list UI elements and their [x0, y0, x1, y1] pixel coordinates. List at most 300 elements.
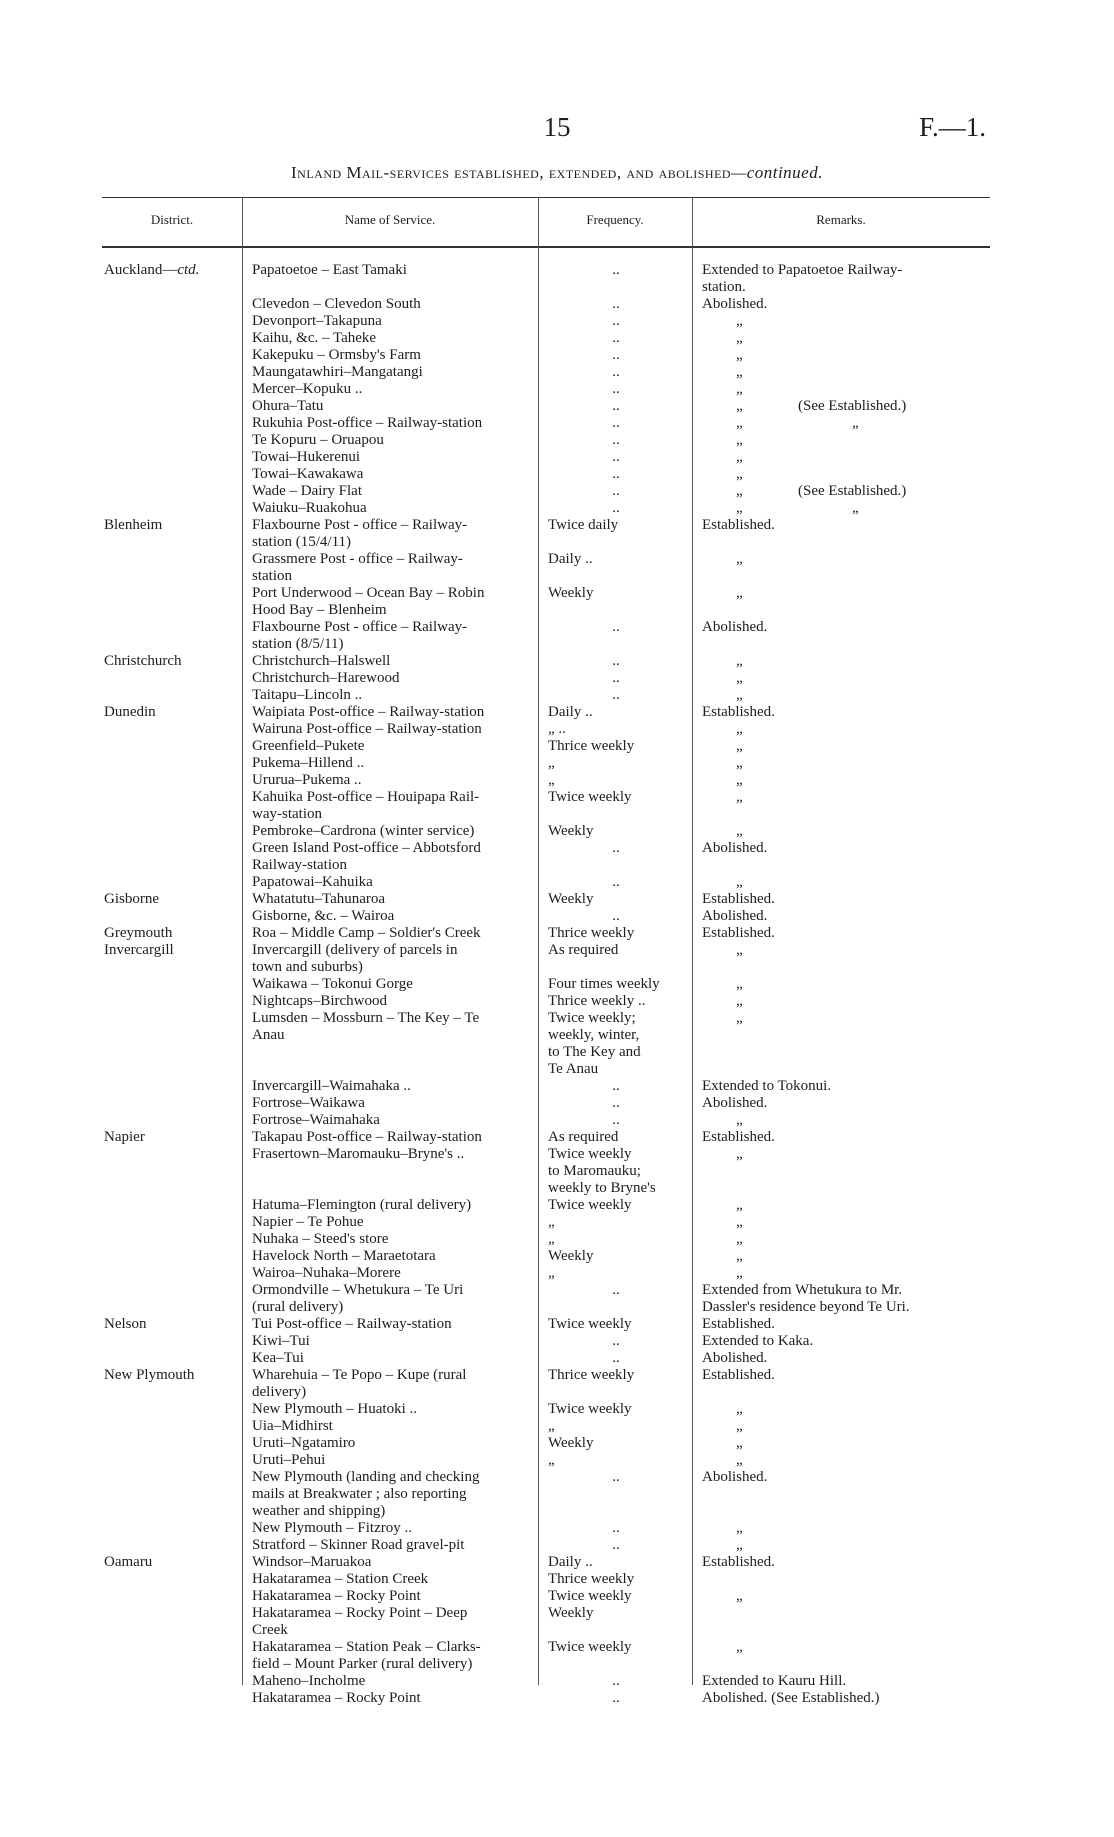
- remarks-note: (See Established.): [798, 398, 907, 414]
- service-cell: Green Island Post-office – Abbotsford: [252, 840, 481, 856]
- frequency-cell: weekly to Bryne's: [548, 1180, 656, 1196]
- remarks-cell: [702, 1095, 990, 1112]
- column-header-remarks: Remarks.: [816, 212, 866, 227]
- service-cell: Uruti–Pehui: [252, 1452, 326, 1468]
- service-cell: Hood Bay – Blenheim: [252, 602, 387, 618]
- remarks-text: „: [736, 1588, 743, 1604]
- table-row: [0, 1061, 1114, 1078]
- remarks-cell: [702, 942, 990, 959]
- service-cell: Towai–Hukerenui: [252, 449, 361, 465]
- service-cell: Ururua–Pukema ..: [252, 772, 362, 788]
- table-row: [0, 1333, 1114, 1350]
- table-row: [0, 602, 1114, 619]
- remarks-text: „: [736, 1248, 743, 1264]
- table-row: [0, 1554, 1114, 1571]
- service-cell: Maheno–Incholme: [252, 1673, 366, 1689]
- table-row: [0, 619, 1114, 636]
- district-cell: [104, 704, 234, 721]
- remarks-cell: [702, 1554, 990, 1571]
- remarks-text: „: [736, 347, 743, 363]
- table-row: [0, 1282, 1114, 1299]
- table-row: [0, 534, 1114, 551]
- remarks-text: „: [736, 449, 743, 465]
- service-cell: Fortrose–Waimahaka: [252, 1112, 380, 1128]
- table-row: [0, 296, 1114, 313]
- remarks-cell: [702, 364, 990, 381]
- table-row: [0, 1044, 1114, 1061]
- header-bottom-rule: [102, 246, 990, 248]
- district-name: Gisborne: [104, 891, 159, 907]
- service-cell: Te Kopuru – Oruapou: [252, 432, 384, 448]
- table-row: [0, 1656, 1114, 1673]
- remarks-cell: [702, 704, 990, 721]
- service-cell: weather and shipping): [252, 1503, 386, 1519]
- district-name: Oamaru: [104, 1554, 153, 1570]
- remarks-cell: [702, 1350, 990, 1367]
- frequency-cell: As required: [548, 942, 619, 958]
- service-cell: Uruti–Ngatamiro: [252, 1435, 356, 1451]
- remarks-text: „: [736, 398, 743, 414]
- frequency-cell: Twice weekly;: [548, 1010, 636, 1026]
- remarks-cell: [702, 1112, 990, 1129]
- table-row: [0, 1384, 1114, 1401]
- frequency-cell: Thrice weekly: [548, 1367, 635, 1383]
- table-row: [0, 1248, 1114, 1265]
- district-cell: [104, 262, 234, 279]
- frequency-cell: to Maromauku;: [548, 1163, 641, 1179]
- service-cell: Christchurch–Halswell: [252, 653, 391, 669]
- remarks-cell: [702, 755, 990, 772]
- service-cell: Port Underwood – Ocean Bay – Robin: [252, 585, 485, 601]
- service-cell: Gisborne, &c. – Wairoa: [252, 908, 395, 924]
- remarks-cell: [702, 517, 990, 534]
- service-cell: Kiwi–Tui: [252, 1333, 310, 1349]
- remarks-text: „: [736, 313, 743, 329]
- service-cell: Stratford – Skinner Road gravel-pit: [252, 1537, 465, 1553]
- table-row: [0, 1010, 1114, 1027]
- remarks-text: Abolished. (See Established.): [702, 1690, 880, 1706]
- table-row: [0, 313, 1114, 330]
- remarks-cell: [702, 619, 990, 636]
- frequency-cell: ..: [612, 1282, 620, 1298]
- frequency-cell: ..: [612, 483, 620, 499]
- remarks-text: „: [736, 1401, 743, 1417]
- remarks-cell: [702, 874, 990, 891]
- remarks-cell: [702, 279, 990, 296]
- remarks-text: „: [736, 1197, 743, 1213]
- frequency-cell: „: [548, 1418, 555, 1434]
- remarks-text: Established.: [702, 1554, 775, 1570]
- remarks-cell: [702, 262, 990, 279]
- remarks-cell: [702, 398, 990, 415]
- table-row: [0, 1639, 1114, 1656]
- district-cell: [104, 1367, 234, 1384]
- table-row: [0, 976, 1114, 993]
- table-row: [0, 1503, 1114, 1520]
- table-row: [0, 500, 1114, 517]
- service-cell: Takapau Post-office – Railway-station: [252, 1129, 482, 1145]
- table-row: [0, 1129, 1114, 1146]
- remarks-cell: [702, 1248, 990, 1265]
- remarks-text: „: [736, 381, 743, 397]
- frequency-cell: ..: [612, 262, 620, 278]
- frequency-cell: ..: [612, 449, 620, 465]
- service-cell: Ormondville – Whetukura – Te Uri: [252, 1282, 464, 1298]
- remarks-cell: [702, 1197, 990, 1214]
- remarks-cell: [702, 653, 990, 670]
- remarks-cell: [702, 976, 990, 993]
- service-cell: Hakataramea – Station Peak – Clarks-: [252, 1639, 481, 1655]
- remarks-text: „: [736, 976, 743, 992]
- frequency-cell: „: [548, 1214, 555, 1230]
- remarks-cell: [702, 908, 990, 925]
- table-row: [0, 1265, 1114, 1282]
- service-cell: station (15/4/11): [252, 534, 352, 550]
- service-cell: Roa – Middle Camp – Soldier's Creek: [252, 925, 481, 941]
- service-cell: Lumsden – Mossburn – The Key – Te: [252, 1010, 480, 1026]
- frequency-cell: ..: [612, 840, 620, 856]
- service-cell: Taitapu–Lincoln ..: [252, 687, 363, 703]
- remarks-text: Established.: [702, 1316, 775, 1332]
- frequency-cell: ..: [612, 398, 620, 414]
- table-row: [0, 1078, 1114, 1095]
- table-row: [0, 1112, 1114, 1129]
- remarks-cell: [702, 347, 990, 364]
- remarks-cell: [702, 1299, 990, 1316]
- table-row: [0, 1588, 1114, 1605]
- remarks-text: „: [736, 738, 743, 754]
- remarks-cell: [702, 381, 990, 398]
- remarks-text: Abolished.: [702, 1095, 768, 1111]
- frequency-cell: „: [548, 755, 555, 771]
- service-cell: Wade – Dairy Flat: [252, 483, 363, 499]
- remarks-text: „: [736, 1435, 743, 1451]
- service-cell: field – Mount Parker (rural delivery): [252, 1656, 473, 1672]
- table-row: [0, 1231, 1114, 1248]
- remarks-cell: [702, 993, 990, 1010]
- service-cell: Havelock North – Maraetotara: [252, 1248, 436, 1264]
- service-cell: station (8/5/11): [252, 636, 344, 652]
- frequency-cell: Thrice weekly ..: [548, 993, 646, 1009]
- table-row: [0, 398, 1114, 415]
- table-row: [0, 415, 1114, 432]
- remarks-cell: [702, 1639, 990, 1656]
- remarks-text: „: [736, 483, 743, 499]
- remarks-text: „: [736, 993, 743, 1009]
- remarks-text: „: [736, 415, 743, 431]
- frequency-cell: ..: [612, 1095, 620, 1111]
- table-row: [0, 1180, 1114, 1197]
- remarks-cell: [702, 483, 990, 500]
- frequency-cell: ..: [612, 1078, 620, 1094]
- remarks-text: „: [736, 1265, 743, 1281]
- table-row: [0, 432, 1114, 449]
- remarks-cell: [702, 1078, 990, 1095]
- table-row: [0, 568, 1114, 585]
- service-cell: Tui Post-office – Railway-station: [252, 1316, 452, 1332]
- table-row: [0, 874, 1114, 891]
- frequency-cell: ..: [612, 347, 620, 363]
- remarks-cell: [702, 1469, 990, 1486]
- table-row: [0, 262, 1114, 279]
- frequency-cell: ..: [612, 500, 620, 516]
- frequency-cell: Thrice weekly: [548, 925, 635, 941]
- table-row: [0, 755, 1114, 772]
- remarks-text: Dassler's residence beyond Te Uri.: [702, 1299, 910, 1315]
- table-row: [0, 517, 1114, 534]
- frequency-cell: Twice weekly: [548, 1588, 632, 1604]
- district-name: Blenheim: [104, 517, 163, 533]
- table-row: [0, 1214, 1114, 1231]
- frequency-cell: Twice weekly: [548, 1316, 632, 1332]
- remarks-cell: [702, 789, 990, 806]
- frequency-cell: Twice daily: [548, 517, 619, 533]
- remarks-cell: [702, 449, 990, 466]
- frequency-cell: Thrice weekly: [548, 1571, 635, 1587]
- service-cell: way-station: [252, 806, 322, 822]
- service-cell: Kahuika Post-office – Houipapa Rail-: [252, 789, 480, 805]
- frequency-cell: to The Key and: [548, 1044, 641, 1060]
- service-cell: Nuhaka – Steed's store: [252, 1231, 389, 1247]
- remarks-text: Extended to Papatoetoe Railway-: [702, 262, 903, 278]
- remarks-cell: [702, 721, 990, 738]
- district-cell: [104, 891, 234, 908]
- remarks-cell: [702, 1690, 990, 1707]
- service-cell: New Plymouth – Huatoki ..: [252, 1401, 417, 1417]
- remarks-text: Established.: [702, 925, 775, 941]
- remarks-text: Extended to Kaka.: [702, 1333, 814, 1349]
- service-cell: New Plymouth (landing and checking: [252, 1469, 480, 1485]
- table-row: [0, 993, 1114, 1010]
- remarks-cell: [702, 738, 990, 755]
- column-header-service: Name of Service.: [344, 212, 436, 227]
- district-cell: [104, 1316, 234, 1333]
- remarks-cell: [702, 1333, 990, 1350]
- remarks-text: „: [736, 364, 743, 380]
- service-cell: Mercer–Kopuku ..: [252, 381, 363, 397]
- frequency-cell: „ ..: [548, 721, 566, 737]
- table-row: [0, 1418, 1114, 1435]
- remarks-text: „: [736, 432, 743, 448]
- frequency-cell: Weekly: [548, 1248, 594, 1264]
- table-row: [0, 1027, 1114, 1044]
- remarks-text: „: [736, 1418, 743, 1434]
- title-suffix: —continued.: [731, 163, 823, 182]
- remarks-text: „: [736, 1231, 743, 1247]
- service-cell: Ohura–Tatu: [252, 398, 324, 414]
- remarks-text: Established.: [702, 517, 775, 533]
- table-row: [0, 738, 1114, 755]
- remarks-cell: [702, 585, 990, 602]
- table-row: [0, 942, 1114, 959]
- service-cell: Nightcaps–Birchwood: [252, 993, 387, 1009]
- remarks-text: „: [736, 755, 743, 771]
- remarks-text: „: [736, 942, 743, 958]
- service-cell: Hakataramea – Station Creek: [252, 1571, 429, 1587]
- service-cell: station: [252, 568, 292, 584]
- remarks-cell: [702, 1231, 990, 1248]
- district-cell: [104, 942, 234, 959]
- service-cell: Papatoetoe – East Tamaki: [252, 262, 407, 278]
- service-cell: delivery): [252, 1384, 307, 1400]
- remarks-text: „: [736, 1214, 743, 1230]
- remarks-text: Established.: [702, 1129, 775, 1145]
- service-cell: Wairoa–Nuhaka–Morere: [252, 1265, 401, 1281]
- frequency-cell: Weekly: [548, 891, 594, 907]
- district-name: Christchurch: [104, 653, 182, 669]
- service-cell: Kea–Tui: [252, 1350, 304, 1366]
- frequency-cell: ..: [612, 313, 620, 329]
- remarks-text: Extended from Whetukura to Mr.: [702, 1282, 903, 1298]
- service-cell: town and suburbs): [252, 959, 363, 975]
- remarks-note: „: [852, 500, 859, 516]
- district-name: Greymouth: [104, 925, 173, 941]
- service-cell: Greenfield–Pukete: [252, 738, 365, 754]
- table-row: [0, 823, 1114, 840]
- remarks-text: Extended to Tokonui.: [702, 1078, 832, 1094]
- service-cell: Pukema–Hillend ..: [252, 755, 365, 771]
- frequency-cell: ..: [612, 466, 620, 482]
- frequency-cell: „: [548, 1265, 555, 1281]
- remarks-cell: [702, 1401, 990, 1418]
- table-row: [0, 1350, 1114, 1367]
- service-cell: Waikawa – Tokonui Gorge: [252, 976, 413, 992]
- remarks-cell: [702, 296, 990, 313]
- remarks-cell: [702, 1146, 990, 1163]
- remarks-text: „: [736, 1537, 743, 1553]
- service-cell: Hatuma–Flemington (rural delivery): [252, 1197, 472, 1213]
- table-row: [0, 466, 1114, 483]
- table-row: [0, 364, 1114, 381]
- remarks-text: „: [736, 789, 743, 805]
- frequency-cell: Twice weekly: [548, 1401, 632, 1417]
- frequency-cell: ..: [612, 908, 620, 924]
- remarks-text: Abolished.: [702, 619, 768, 635]
- remarks-cell: [702, 1588, 990, 1605]
- table-row: [0, 670, 1114, 687]
- table-row: [0, 1163, 1114, 1180]
- district-continued: ctd.: [177, 262, 200, 278]
- district-name: Napier: [104, 1129, 145, 1145]
- remarks-cell: [702, 1673, 990, 1690]
- service-cell: Hakataramea – Rocky Point: [252, 1690, 421, 1706]
- column-header-district: District.: [150, 212, 194, 227]
- frequency-cell: Weekly: [548, 585, 594, 601]
- service-cell: Anau: [252, 1027, 285, 1043]
- remarks-cell: [702, 432, 990, 449]
- frequency-cell: „: [548, 772, 555, 788]
- table-row: [0, 1316, 1114, 1333]
- table-row: [0, 721, 1114, 738]
- remarks-cell: [702, 1316, 990, 1333]
- table-row: [0, 585, 1114, 602]
- remarks-text: Established.: [702, 891, 775, 907]
- remarks-text: „: [736, 721, 743, 737]
- table-row: [0, 1469, 1114, 1486]
- service-cell: Invercargill (delivery of parcels in: [252, 942, 458, 958]
- remarks-cell: [702, 500, 990, 517]
- remarks-cell: [702, 1265, 990, 1282]
- column-header-frequency: Frequency.: [586, 212, 644, 227]
- frequency-cell: „: [548, 1452, 555, 1468]
- frequency-cell: Twice weekly: [548, 789, 632, 805]
- remarks-cell: [702, 1452, 990, 1469]
- table-row: [0, 857, 1114, 874]
- district-name: Auckland—: [104, 262, 178, 278]
- service-cell: Windsor–Maruakoa: [252, 1554, 372, 1570]
- frequency-cell: ..: [612, 1469, 620, 1485]
- remarks-text: Abolished.: [702, 840, 768, 856]
- table-row: [0, 483, 1114, 500]
- district-cell: [104, 517, 234, 534]
- service-cell: Flaxbourne Post - office – Railway-: [252, 619, 468, 635]
- remarks-cell: [702, 1367, 990, 1384]
- table-row: [0, 1299, 1114, 1316]
- service-cell: Hakataramea – Rocky Point: [252, 1588, 421, 1604]
- remarks-text: „: [736, 500, 743, 516]
- service-cell: Flaxbourne Post - office – Railway-: [252, 517, 468, 533]
- document-reference: F.—1.: [919, 112, 986, 142]
- remarks-cell: [702, 670, 990, 687]
- frequency-cell: „: [548, 1231, 555, 1247]
- service-cell: Wharehuia – Te Popo – Kupe (rural: [252, 1367, 467, 1383]
- table-row: [0, 840, 1114, 857]
- frequency-cell: Daily ..: [548, 1554, 593, 1570]
- district-cell: [104, 1129, 234, 1146]
- remarks-cell: [702, 1214, 990, 1231]
- service-cell: Towai–Kawakawa: [252, 466, 364, 482]
- service-cell: Waipiata Post-office – Railway-station: [252, 704, 485, 720]
- table-row: [0, 959, 1114, 976]
- remarks-cell: [702, 466, 990, 483]
- remarks-note: „: [852, 415, 859, 431]
- service-cell: Uia–Midhirst: [252, 1418, 333, 1434]
- table-row: [0, 1367, 1114, 1384]
- table-row: [0, 347, 1114, 364]
- frequency-cell: Four times weekly: [548, 976, 660, 992]
- remarks-cell: [702, 1129, 990, 1146]
- table-row: [0, 1095, 1114, 1112]
- table-row: [0, 1673, 1114, 1690]
- frequency-cell: ..: [612, 381, 620, 397]
- district-cell: [104, 653, 234, 670]
- frequency-cell: ..: [612, 653, 620, 669]
- service-cell: Fortrose–Waikawa: [252, 1095, 365, 1111]
- remarks-cell: [702, 891, 990, 908]
- table-row: [0, 381, 1114, 398]
- remarks-text: station.: [702, 279, 746, 295]
- title-main: Inland Mail-services established, extended, and abolished: [291, 163, 732, 182]
- frequency-cell: Weekly: [548, 1435, 594, 1451]
- table-row: [0, 704, 1114, 721]
- service-cell: Whatatutu–Tahunaroa: [252, 891, 386, 907]
- frequency-cell: ..: [612, 1673, 620, 1689]
- frequency-cell: ..: [612, 1520, 620, 1536]
- frequency-cell: Daily ..: [548, 551, 593, 567]
- remarks-text: „: [736, 687, 743, 703]
- remarks-text: „: [736, 1520, 743, 1536]
- frequency-cell: Te Anau: [548, 1061, 599, 1077]
- frequency-cell: ..: [612, 1112, 620, 1128]
- remarks-text: Abolished.: [702, 1350, 768, 1366]
- remarks-cell: [702, 330, 990, 347]
- service-cell: Kaihu, &c. – Taheke: [252, 330, 377, 346]
- remarks-cell: [702, 313, 990, 330]
- service-cell: Wairuna Post-office – Railway-station: [252, 721, 482, 737]
- table-row: [0, 1435, 1114, 1452]
- remarks-text: „: [736, 466, 743, 482]
- remarks-text: „: [736, 823, 743, 839]
